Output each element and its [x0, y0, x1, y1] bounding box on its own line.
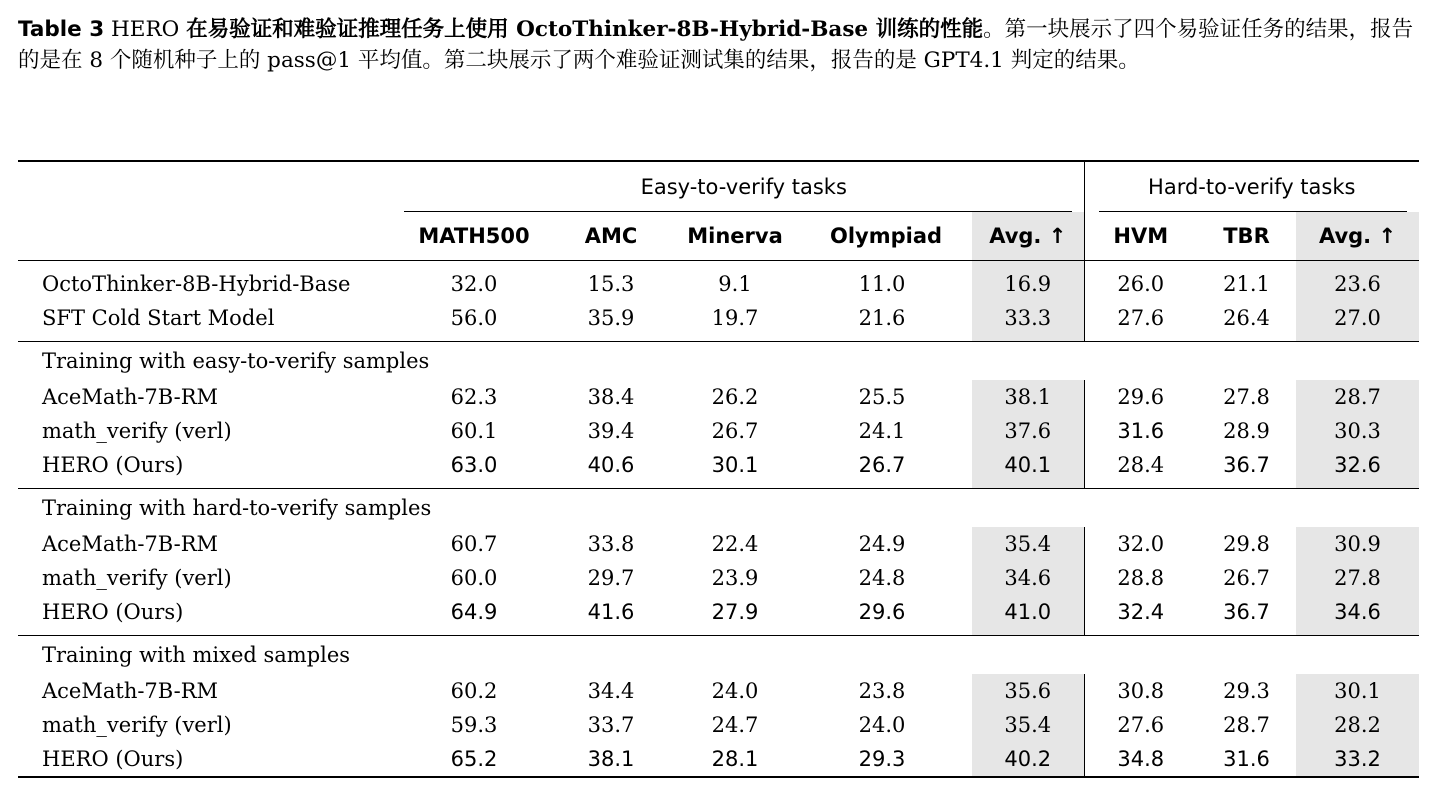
cell-best: 36.7: [1223, 600, 1270, 624]
cell-best: 65.2: [404, 742, 544, 777]
cell: 39.4: [587, 419, 635, 443]
cell: 28.4: [1117, 453, 1165, 477]
cell-avg-best: 32.6: [1296, 448, 1419, 482]
row-label: OctoThinker-8B-Hybrid-Base: [42, 272, 351, 296]
row-label: AceMath-7B-RM: [42, 385, 219, 409]
cell: 33.7: [587, 713, 635, 737]
cell: 29.6: [1117, 385, 1165, 409]
cell: 22.4: [711, 532, 759, 556]
cell-best: 29.6: [858, 600, 906, 624]
section-header-row: [18, 489, 1419, 528]
cell: 60.0: [450, 566, 498, 590]
cell-avg: 28.2: [1296, 708, 1419, 742]
cell: 24.9: [858, 532, 906, 556]
cell-avg: 27.0: [1296, 301, 1419, 335]
row-label: HERO (Ours): [42, 600, 184, 624]
cell: 29.8: [1223, 532, 1270, 556]
corner-cell: [18, 161, 404, 212]
group-header-hard: [1084, 161, 1419, 212]
cell-avg-best: 33.2: [1296, 742, 1419, 777]
cell-best: 32.4: [1117, 600, 1165, 624]
row-label: math_verify (verl): [42, 419, 232, 443]
cell: 28.7: [1223, 713, 1270, 737]
cell-avg: 30.1: [1296, 674, 1419, 708]
cell-avg: 33.3: [972, 301, 1084, 335]
cell: 60.7: [450, 532, 498, 556]
cell-best: 41.6: [587, 600, 635, 624]
cell-avg: 28.7: [1296, 380, 1419, 414]
col-header-tbr: TBR: [1223, 224, 1270, 248]
cell-best: 31.6: [1197, 742, 1296, 777]
cell: 29.3: [1223, 679, 1270, 703]
section-header-row: [18, 342, 1419, 381]
cell: 9.1: [718, 272, 752, 296]
cell-best: 38.1: [544, 742, 678, 777]
cell-avg-best: 40.2: [972, 742, 1084, 777]
cell: 23.9: [711, 566, 759, 590]
cell-avg: 23.6: [1296, 267, 1419, 301]
cell-best: 36.7: [1223, 453, 1270, 477]
col-header-math500: MATH500: [418, 224, 530, 248]
results-table-wrap: [18, 160, 1419, 778]
cell: 27.6: [1117, 713, 1165, 737]
cell: 25.5: [858, 385, 906, 409]
cell: 24.1: [858, 419, 906, 443]
cell-avg: 35.4: [972, 708, 1084, 742]
table-row: [18, 414, 1419, 448]
cell: 33.8: [587, 532, 635, 556]
cell-best: 26.7: [858, 453, 906, 477]
table-row: [18, 301, 1419, 335]
cell-best: 27.9: [711, 600, 759, 624]
cell: 23.8: [858, 679, 906, 703]
corner-cell-2: [18, 212, 404, 261]
cell: 24.0: [711, 679, 759, 703]
cell: 26.7: [1223, 566, 1270, 590]
cell-avg: 35.4: [972, 527, 1084, 561]
row-label: math_verify (verl): [42, 713, 232, 737]
table-row: [18, 742, 1419, 777]
table-row: [18, 380, 1419, 414]
cell: 21.6: [858, 306, 906, 330]
caption-label: Table 3: [18, 17, 105, 42]
table-caption: [18, 14, 1430, 76]
cell-avg-best: 34.6: [1296, 595, 1419, 629]
cell-avg: 30.3: [1296, 414, 1419, 448]
cell: 24.0: [858, 713, 906, 737]
caption-text-pre: HERO: [104, 17, 187, 42]
cell: 35.9: [587, 306, 635, 330]
cell: 19.7: [711, 306, 759, 330]
cell-avg-best: 41.0: [972, 595, 1084, 629]
table-row: [18, 448, 1419, 482]
cell: 27.6: [1117, 306, 1165, 330]
table-row: [18, 267, 1419, 301]
row-label: math_verify (verl): [42, 566, 232, 590]
cell-avg: 27.8: [1296, 561, 1419, 595]
section-title-hard: Training with hard-to-verify samples: [18, 489, 1419, 528]
cell: 29.7: [587, 566, 635, 590]
cell-best: 31.6: [1117, 419, 1165, 443]
cell-best: 64.9: [450, 600, 498, 624]
cell: 26.4: [1223, 306, 1270, 330]
section-header-row: [18, 636, 1419, 675]
col-header-hard-avg: Avg. ↑: [1296, 212, 1419, 261]
cell: 26.0: [1117, 272, 1165, 296]
cell: 59.3: [450, 713, 498, 737]
table-row: [18, 595, 1419, 629]
cell: 62.3: [450, 385, 498, 409]
cell: 32.0: [1117, 532, 1165, 556]
group-header-hard-text: Hard-to-verify tasks: [1148, 175, 1356, 199]
cell: 26.2: [711, 385, 759, 409]
row-label: HERO (Ours): [18, 742, 404, 777]
cell: 11.0: [858, 272, 906, 296]
cell-avg: 34.6: [972, 561, 1084, 595]
results-table: [18, 160, 1419, 778]
col-header-hvm: HVM: [1113, 224, 1169, 248]
group-header-easy-text: Easy-to-verify tasks: [640, 175, 847, 199]
cell: 24.7: [711, 713, 759, 737]
cell: 60.2: [450, 679, 498, 703]
cell: 24.8: [858, 566, 906, 590]
caption-text-bold: 在易验证和难验证推理任务上使用 OctoThinker-8B-Hybrid-Base 训练的性能: [186, 17, 984, 42]
cell-best: 28.1: [678, 742, 792, 777]
cell: 26.7: [711, 419, 759, 443]
cell-best: 63.0: [450, 453, 498, 477]
col-header-olympiad: Olympiad: [830, 224, 943, 248]
cell-best: 40.6: [587, 453, 635, 477]
cell-avg: 37.6: [972, 414, 1084, 448]
table-row: [18, 708, 1419, 742]
cell: 32.0: [450, 272, 498, 296]
caption-text-post: 。第一块展示了四个易验证任务的结果，报告的是在 8 个随机种子上的 pass@1 平均值。第二块展示了两个难验证测试集的结果，报告的是 GPT4.1 判定的结果。: [18, 17, 1414, 73]
cell: 60.1: [450, 419, 498, 443]
col-header-easy-avg: Avg. ↑: [972, 212, 1084, 261]
row-label: AceMath-7B-RM: [42, 679, 219, 703]
cell-avg-best: 40.1: [972, 448, 1084, 482]
cell-best: 30.1: [711, 453, 759, 477]
cell: 15.3: [587, 272, 635, 296]
cell: 28.9: [1223, 419, 1270, 443]
row-label: AceMath-7B-RM: [42, 532, 219, 556]
cell: 38.4: [587, 385, 635, 409]
table-row: [18, 527, 1419, 561]
cell: 27.8: [1223, 385, 1270, 409]
cell-avg: 35.6: [972, 674, 1084, 708]
cell-avg: 30.9: [1296, 527, 1419, 561]
col-header-minerva: Minerva: [687, 224, 783, 248]
col-header-amc: AMC: [584, 224, 638, 248]
table-row: [18, 561, 1419, 595]
cell-best: 29.3: [792, 742, 972, 777]
row-label: HERO (Ours): [42, 453, 184, 477]
cell: 34.4: [587, 679, 635, 703]
row-label: SFT Cold Start Model: [42, 306, 275, 330]
cell-avg: 16.9: [972, 267, 1084, 301]
section-title-easy: Training with easy-to-verify samples: [18, 342, 1419, 381]
cell-best: 34.8: [1084, 742, 1197, 777]
cell: 21.1: [1223, 272, 1270, 296]
group-header-easy: [404, 161, 1084, 212]
section-title-mixed: Training with mixed samples: [18, 636, 1419, 675]
cell: 28.8: [1117, 566, 1165, 590]
cell: 56.0: [450, 306, 498, 330]
table-row: [18, 674, 1419, 708]
cell: 30.8: [1117, 679, 1165, 703]
cell-avg: 38.1: [972, 380, 1084, 414]
